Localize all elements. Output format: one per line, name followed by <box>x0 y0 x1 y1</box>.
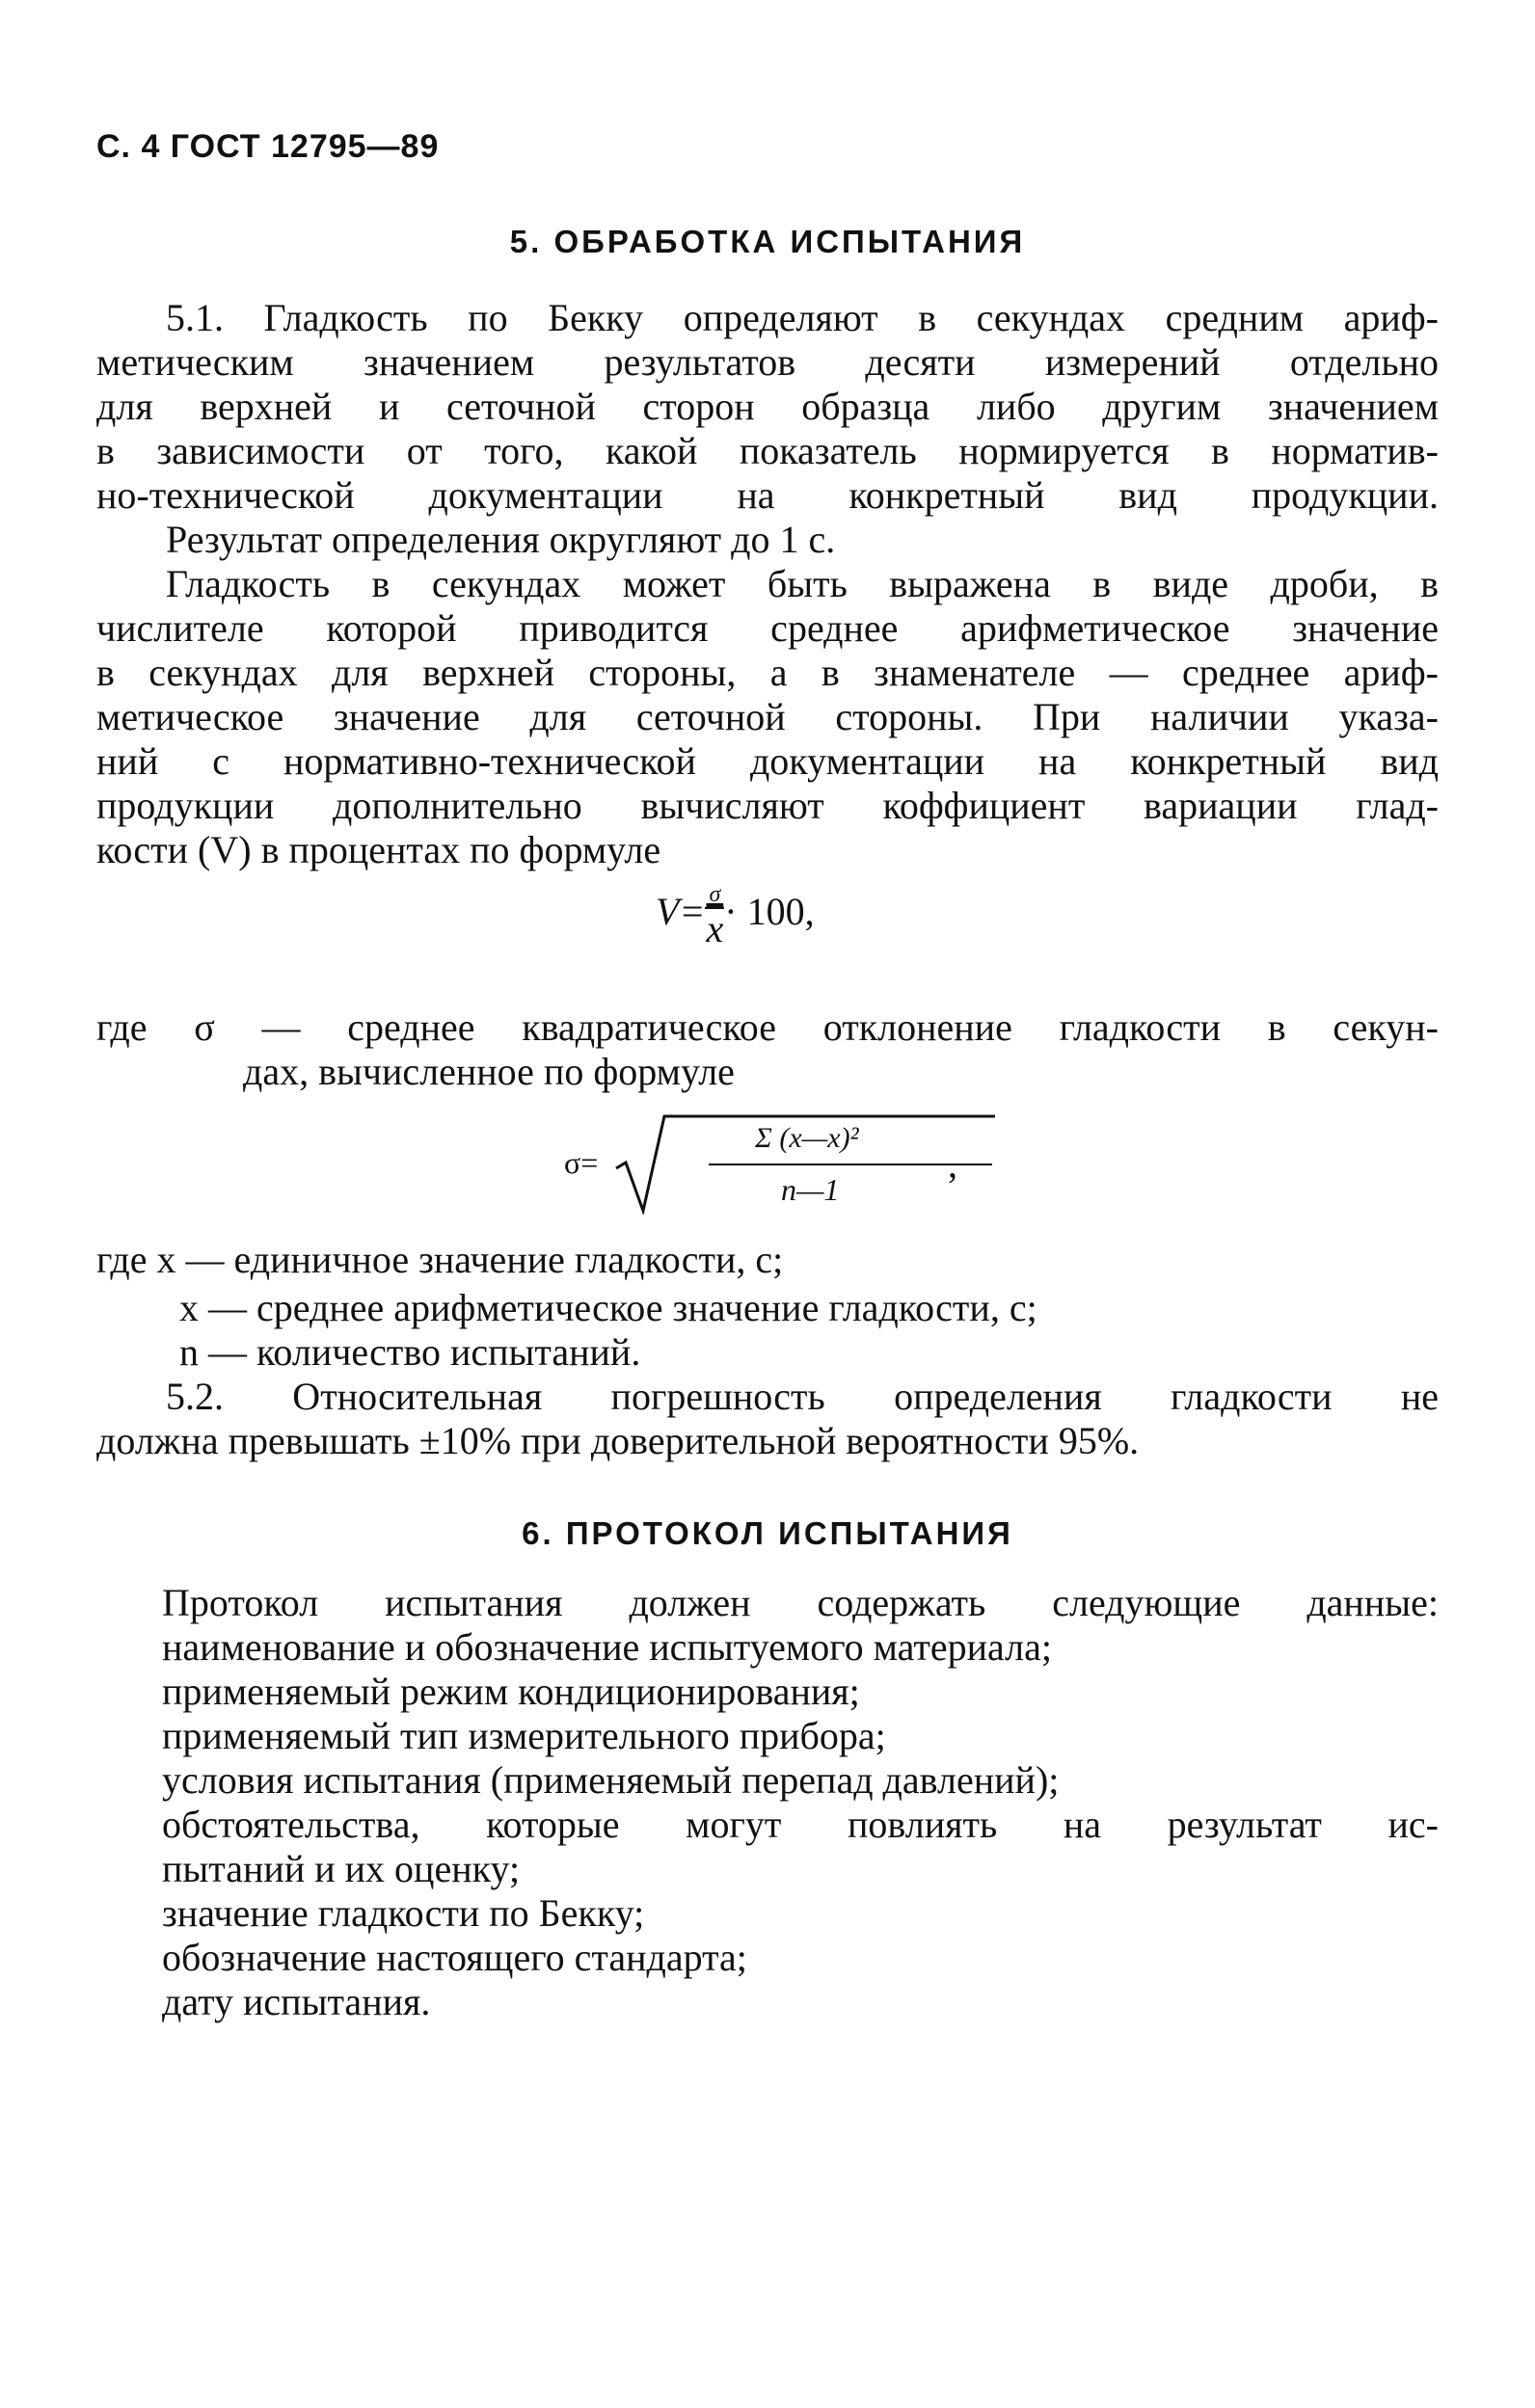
paragraph-5-2-line: должна превышать ±10% при доверительной вероятности 95%. <box>96 1419 1140 1462</box>
protocol-line: обозначение настоящего стандарта; <box>162 1936 747 1979</box>
paragraph-5-2-line: 5.2. Относительная погрешность определения гладкости не <box>166 1375 1439 1418</box>
protocol-line: Протокол испытания должен содержать следующие данные: <box>162 1581 1439 1624</box>
where-sigma-line: дах, вычисленное по формуле <box>243 1050 735 1093</box>
protocol-line: наименование и обозначение испытуемого материала; <box>162 1625 1052 1669</box>
protocol-line: условия испытания (применяемый перепад давлений); <box>162 1758 1060 1802</box>
paragraph-rounding: Результат определения округляют до 1 с. <box>166 518 836 561</box>
paragraph-fraction-line: Гладкость в секундах может быть выражена в виде дроби, в <box>166 562 1439 605</box>
protocol-line: обстоятельства, которые могут повлиять на результат ис- <box>162 1803 1439 1846</box>
protocol-line: пытаний и их оценку; <box>162 1847 521 1890</box>
legend-item-n: n — количество испытаний. <box>179 1330 641 1374</box>
formula-sigma-lhs: σ= <box>564 1145 599 1180</box>
paragraph-fraction-line: продукции дополнительно вычисляют коффициент вариации глад- <box>96 784 1439 827</box>
formula-v-numerator: σ <box>709 882 721 907</box>
page-header: С. 4 ГОСТ 12795—89 <box>96 128 440 165</box>
paragraph-5-1-line: 5.1. Гладкость по Бекку определяют в секундах средним ариф- <box>166 296 1439 339</box>
protocol-line: применяемый тип измерительного прибора; <box>162 1714 886 1757</box>
formula-sigma-numerator: Σ (x—x)² <box>755 1122 859 1154</box>
paragraph-5-1-line: для верхней и сеточной сторон образца либо другим значением <box>96 385 1439 428</box>
formula-sigma-comma: , <box>948 1142 957 1186</box>
paragraph-fraction-line: кости (V) в процентах по формуле <box>96 828 661 871</box>
paragraph-fraction-line: числителе которой приводится среднее арифметическое значение <box>96 606 1439 650</box>
legend-item-x: где x — единичное значение гладкости, с; <box>96 1238 784 1281</box>
formula-v-denominator: x <box>706 907 724 950</box>
formula-sigma-denominator: n—1 <box>781 1172 840 1207</box>
protocol-line: дату испытания. <box>162 1980 431 2023</box>
section-6-title: 6. ПРОТОКОЛ ИСПЫТАНИЯ <box>522 1515 1013 1551</box>
formula-v-fraction <box>705 882 724 950</box>
paragraph-5-1-line: метическим значением результатов десяти измерений отдельно <box>96 340 1439 384</box>
paragraph-fraction-line: ний с нормативно-технической документации на конкретный вид <box>96 739 1439 783</box>
formula-v-lhs: V= <box>656 890 706 934</box>
where-sigma-line: где σ — среднее квадратическое отклонение гладкости в секун- <box>96 1005 1439 1049</box>
paragraph-fraction-line: в секундах для верхней стороны, а в знаменателе — среднее ариф- <box>96 651 1439 694</box>
protocol-line: применяемый режим кондиционирования; <box>162 1670 860 1713</box>
formula-variation-coefficient <box>656 882 815 950</box>
paragraph-5-1-line: но-технической документации на конкретный вид продукции. <box>96 473 1439 517</box>
section-5-title: 5. ОБРАБОТКА ИСПЫТАНИЯ <box>509 224 1026 259</box>
paragraph-5-1-line: в зависимости от того, какой показатель нормируется в норматив- <box>96 429 1439 472</box>
protocol-line: значение гладкости по Бекку; <box>162 1891 645 1935</box>
formula-v-rhs: · 100, <box>724 890 815 934</box>
formula-standard-deviation <box>564 1109 969 1215</box>
paragraph-fraction-line: метическое значение для сеточной стороны. При наличии указа- <box>96 695 1439 738</box>
legend-item-x-mean: x — среднее арифметическое значение гладкости, с; <box>179 1286 1037 1329</box>
